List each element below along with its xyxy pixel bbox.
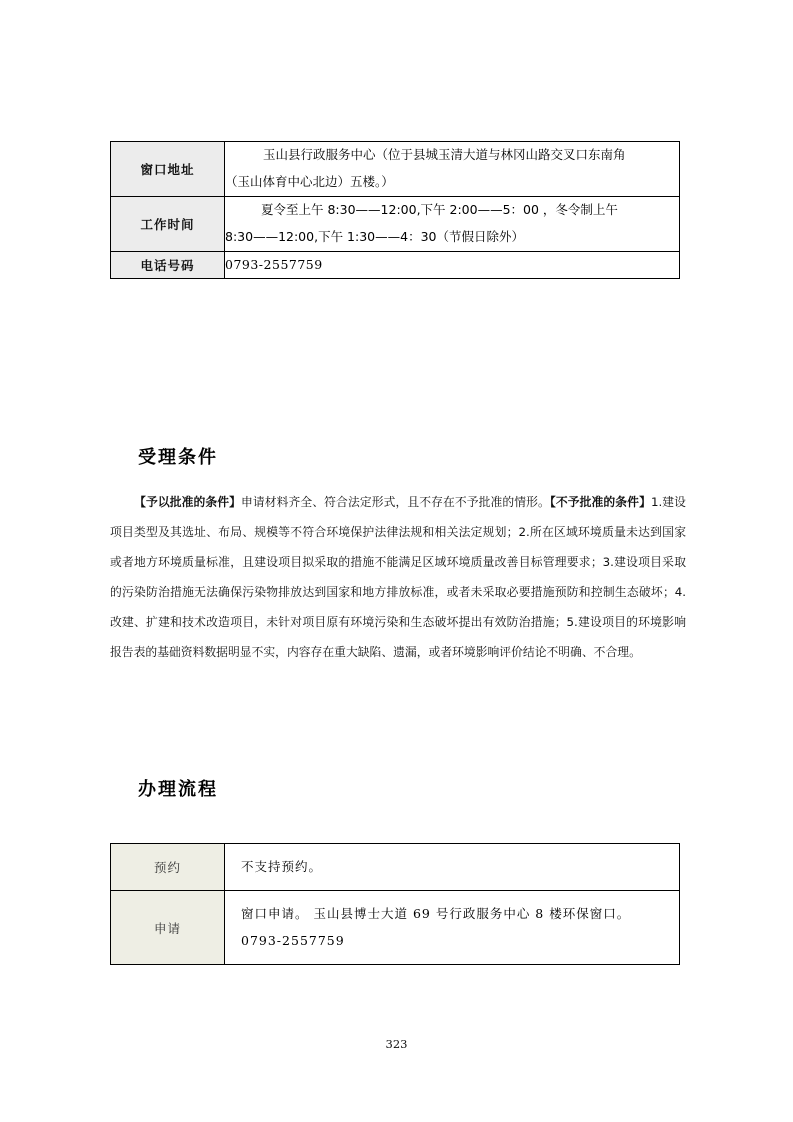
row-label-hours: 工作时间: [111, 196, 225, 251]
row-value-phone: [225, 251, 680, 279]
accept-conditions-body: [110, 487, 686, 667]
table-row: [111, 142, 680, 197]
table-row: [111, 891, 680, 965]
accept-body-text: 1.建设项目类型及其选址、布局、规模等不符合环境保护法律法规和相关法定规划；2.所在区域环境质量未达到国家或者地方环境质量标准，且建设项目拟采取的措施不能满足区域环境质量改善目标管理要求；3.建设项目采取的污染防治措施无法确保污染物排放达到国家和地方排放标准，或者未采取必要措施预防和控制生态破坏；4.改建、扩建和技术改造项目，未针对项目原有环境污染和生态破坏提出有效防治措施；5.建设项目的环境影响报告表的基础资料数据明显不实，内容存在重大缺陷、遗漏，或者环境影响评价结论不明确、不合理。: [110, 495, 686, 660]
page-number: 323: [385, 1037, 408, 1051]
table-row: [111, 196, 680, 251]
accept-lead-bold-2: 【不予批准的条件】: [549, 495, 651, 509]
accept-lead-bold-1: 【予以批准的条件】: [134, 495, 242, 509]
application-line-1: 窗口申请。 玉山县博士大道 69 号行政服务中心 8 楼环保窗口。: [241, 906, 631, 922]
table-row: [111, 844, 680, 891]
table-row: [111, 251, 680, 279]
process-flow-table-wrapper: [0, 843, 793, 965]
row-label-reservation: 预约: [111, 844, 225, 891]
row-label-address: 窗口地址: [111, 142, 225, 197]
section-heading-accept-conditions: 受理条件: [138, 447, 218, 468]
accept-lead-text-1: 申请材料齐全、符合法定形式，且不存在不予批准的情形。: [241, 495, 550, 509]
hours-line-2: 8:30——12:00,下午 1:30——4：30（节假日除外）: [225, 228, 524, 244]
row-value-application: [225, 891, 680, 965]
row-value-reservation: 不支持预约。: [225, 844, 680, 891]
contact-info-table: [110, 141, 680, 279]
row-label-phone: 电话号码: [111, 251, 225, 279]
section-heading-process-flow: 办理流程: [138, 779, 218, 800]
phone-number: 0793-2557759: [225, 256, 323, 272]
row-value-address: [225, 142, 680, 197]
row-value-hours: [225, 196, 680, 251]
contact-info-table-wrapper: [0, 141, 793, 279]
address-line-2: （玉山体育中心北边）五楼。）: [225, 173, 394, 189]
application-phone: 0793-2557759: [241, 932, 345, 948]
row-label-application: 申请: [111, 891, 225, 965]
hours-line-1: 夏令至上午 8:30——12:00,下午 2:00——5：00 ，冬令制上午: [261, 201, 618, 217]
address-line-1: 玉山县行政服务中心（位于县城玉清大道与林冈山路交叉口东南角: [263, 147, 626, 162]
process-flow-table: [110, 843, 680, 965]
